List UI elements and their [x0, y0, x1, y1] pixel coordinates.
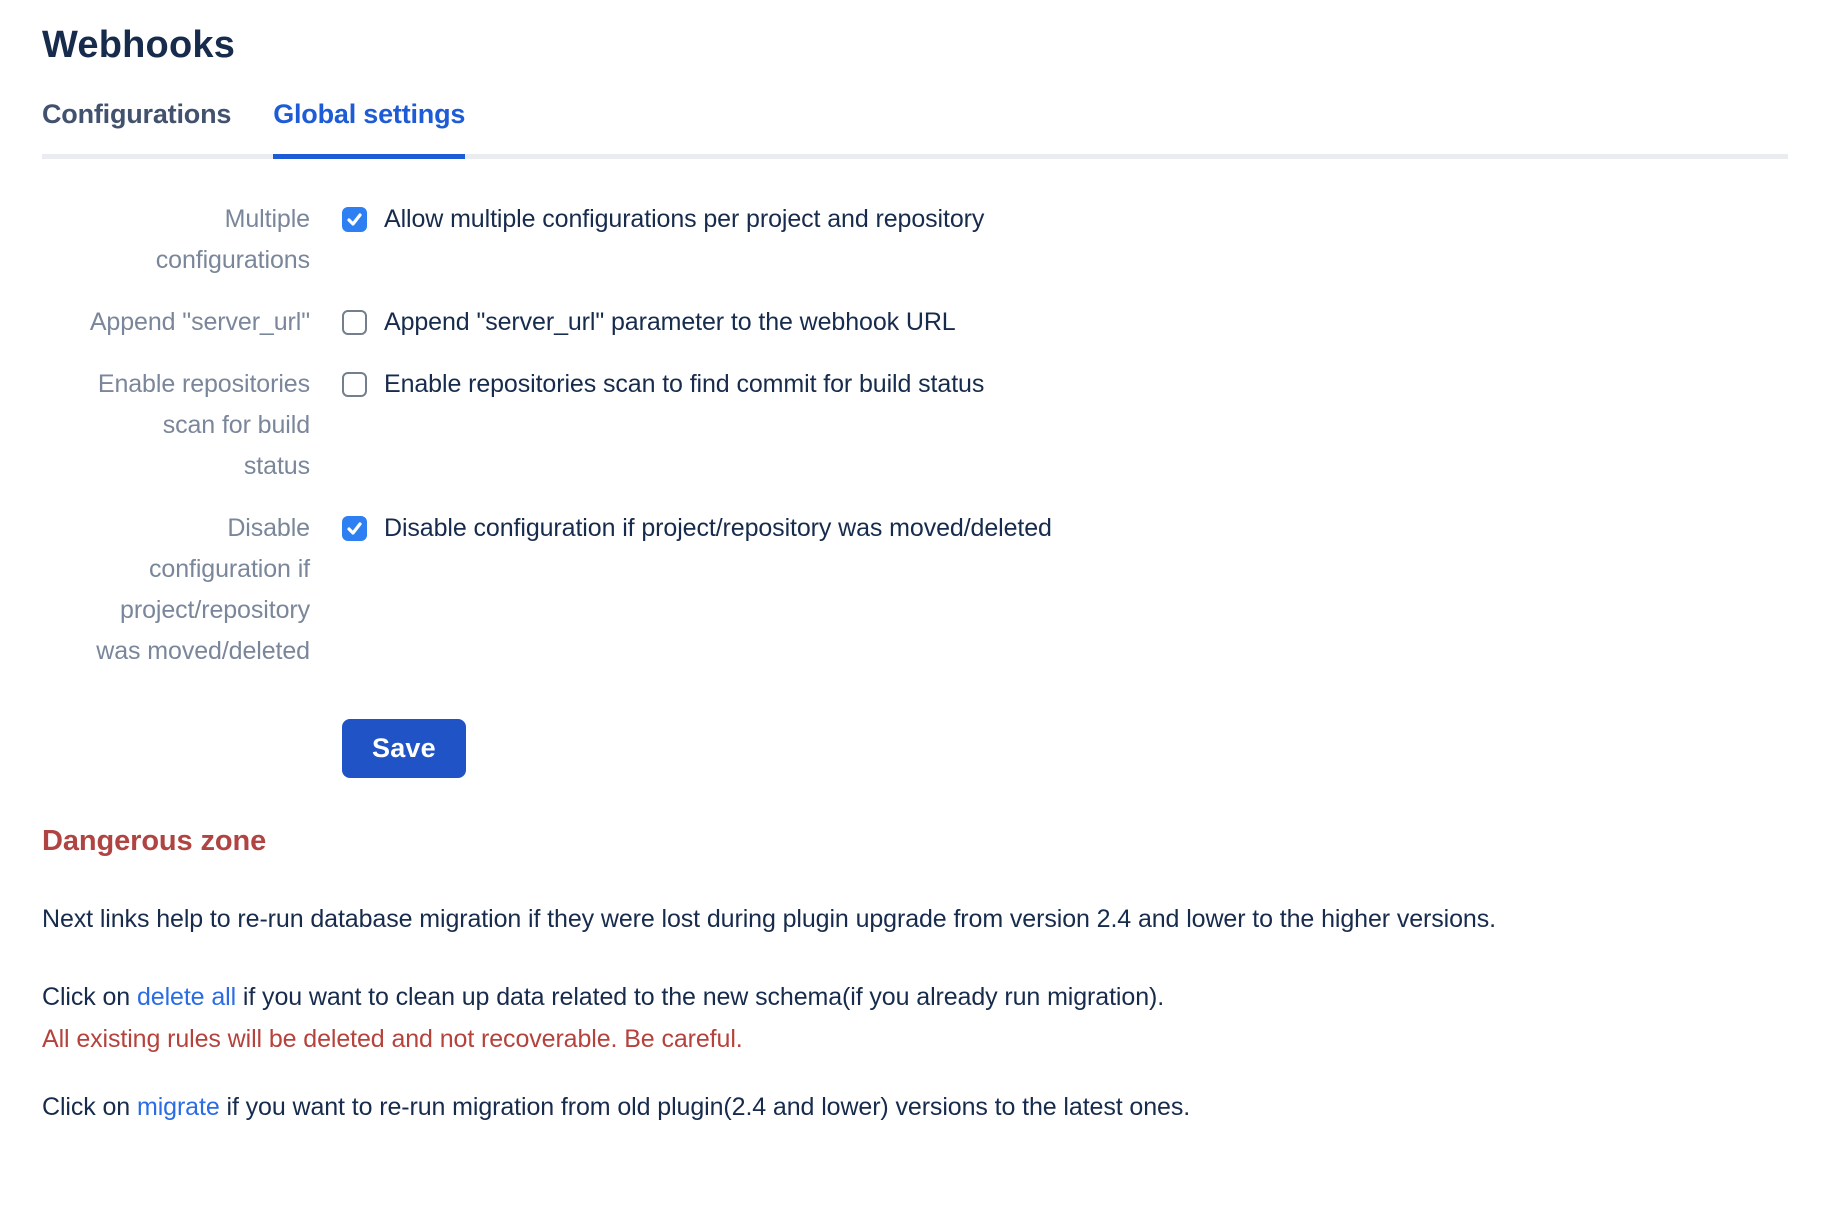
migrate-link[interactable]: migrate: [136, 1093, 220, 1121]
disable-configuration-checkbox[interactable]: [342, 516, 367, 541]
append-server-url-checkbox[interactable]: [342, 310, 367, 335]
page-title: Webhooks: [42, 24, 236, 66]
checkmark-icon: [346, 520, 363, 537]
tab-configurations[interactable]: Configurations: [42, 99, 232, 129]
dangerous-zone-section: [42, 820, 1788, 1128]
migrate-text-before: Click on: [42, 1093, 137, 1121]
multiple-configurations-checkbox[interactable]: [342, 207, 367, 232]
checkbox-label[interactable]: Disable configuration if project/repository was moved/deleted: [384, 514, 1052, 542]
save-button[interactable]: Save: [342, 719, 466, 778]
migration-intro-text: Next links help to re-run database migration if they were lost during plugin upgrade from version 2.4 and lower to the higher versions.: [42, 905, 1496, 933]
checkmark-icon: [346, 211, 363, 228]
migrate-text-after: if you want to re-run migration from old plugin(2.4 and lower) versions to the latest ones.: [219, 1093, 1191, 1121]
delete-all-paragraph: [42, 976, 1788, 1060]
field-label: Multiple configurations: [155, 205, 310, 274]
checkbox-label[interactable]: Allow multiple configurations per project and repository: [384, 205, 985, 233]
enable-repositories-scan-checkbox[interactable]: [342, 372, 367, 397]
field-label: Append "server_url": [89, 308, 310, 336]
delete-all-text-before: Click on: [42, 983, 137, 1011]
checkbox-label[interactable]: Append "server_url" parameter to the webhook URL: [384, 308, 956, 336]
form-row-disable-configuration: [42, 508, 1788, 672]
checkbox-label[interactable]: Enable repositories scan to find commit for build status: [384, 370, 985, 398]
tab-bar: [42, 99, 1788, 159]
form-row-multiple-configurations: [42, 199, 1788, 281]
dangerous-zone-heading: Dangerous zone: [42, 825, 267, 857]
delete-all-text-after: if you want to clean up data related to the new schema(if you already run migration).: [236, 983, 1165, 1011]
field-label: Disable configuration if project/repository was moved/deleted: [96, 514, 310, 665]
form-row-append-server-url: [42, 302, 1788, 343]
form-row-enable-repositories-scan: [42, 364, 1788, 487]
delete-all-link[interactable]: delete all: [136, 983, 237, 1011]
tab-global-settings[interactable]: Global settings: [273, 99, 465, 159]
field-label: Enable repositories scan for build status: [97, 370, 310, 480]
delete-warning-text: All existing rules will be deleted and not recoverable. Be careful.: [42, 1025, 743, 1053]
global-settings-form: [42, 199, 1788, 778]
migrate-paragraph: [42, 1086, 1788, 1128]
